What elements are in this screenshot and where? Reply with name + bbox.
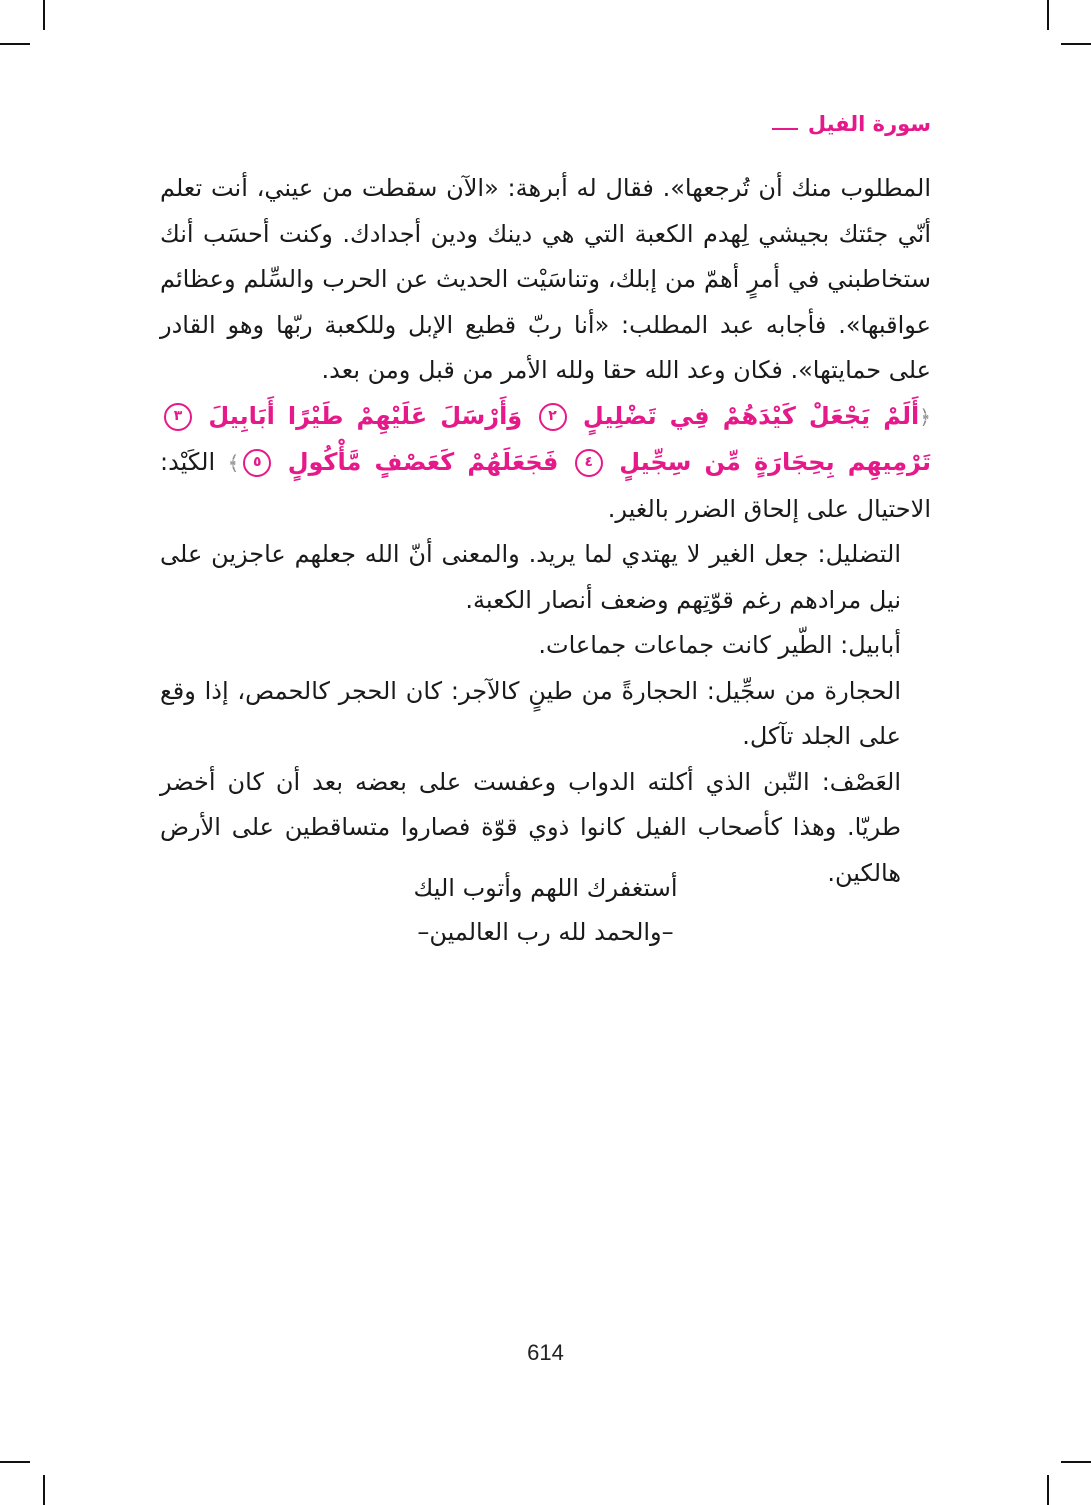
- crop-mark-top-left-horizontal: [0, 43, 30, 45]
- quran-verse: تَرْمِيهِم بِحِجَارَةٍ مِّن سِجِّيلٍ: [619, 448, 931, 476]
- page-body: [160, 166, 931, 896]
- ayah-number-marker: ٥: [243, 449, 271, 477]
- ayah-number-marker: ٢: [539, 403, 567, 431]
- crop-mark-top-right-vertical: [1047, 0, 1049, 30]
- closing-line-2: –والحمد لله رب العالمين–: [417, 918, 674, 946]
- crop-mark-bottom-right-horizontal: [1061, 1461, 1091, 1463]
- quran-block: [160, 394, 931, 533]
- crop-mark-bottom-left-horizontal: [0, 1461, 30, 1463]
- definition-sijjeel: الحجارة من سجِّيل: الحجارةً من طينٍ كالآجر: كان الحجر كالحمص، إذا وقع على الجلد تآكل.: [160, 676, 901, 750]
- definition-tadleel: التضليل: جعل الغير لا يهتدي لما يريد. والمعنى أنّ الله جعلهم عاجزين على نيل مرادهم رغم قوّتِهم وضعف أنصار الكعبة.: [160, 540, 901, 614]
- closing-line-1: أستغفرك اللهم وأتوب اليك: [413, 874, 678, 902]
- quran-verse: وَأَرْسَلَ عَلَيْهِمْ طَيْرًا أَبَابِيلَ: [208, 401, 523, 430]
- crop-mark-bottom-right-vertical: [1047, 1475, 1049, 1505]
- crop-mark-top-left-vertical: [43, 0, 45, 30]
- running-header: [772, 112, 931, 136]
- crop-mark-top-right-horizontal: [1061, 43, 1091, 45]
- ornate-bracket-open: ﴿: [919, 404, 931, 429]
- definition-ababeel: أبابيل: الطّير كانت جماعات جماعات.: [538, 631, 901, 659]
- header-rule: [772, 128, 798, 130]
- quran-verse: أَلَمْ يَجْعَلْ كَيْدَهُمْ فِي تَضْلِيلٍ: [582, 401, 920, 430]
- surah-title: سورة الفيل: [807, 112, 931, 136]
- definition-asf: العَصْف: التّبن الذي أكلته الدواب وعفست على بعضه بعد أن كان أخضر طريّا. وهذا كأصحاب الفيل كانوا ذوي قوّة فصاروا متساقطين على الأرض هالكين.: [160, 767, 901, 887]
- crop-mark-bottom-left-vertical: [43, 1475, 45, 1505]
- ayah-number-marker: ٣: [164, 403, 192, 431]
- ornate-bracket-close: ﴾: [227, 451, 240, 475]
- quran-verse: فَجَعَلَهُمْ كَعَصْفٍ مَّأْكُولٍ: [287, 448, 559, 476]
- page-number: 614: [527, 1340, 564, 1365]
- closing-prayer: [0, 866, 1091, 954]
- ayah-number-marker: ٤: [575, 449, 603, 477]
- definition-kayd: الكَيْد: الاحتيال على إلحاق الضرر بالغير.: [160, 448, 931, 523]
- narrative-paragraph: المطلوب منك أن تُرجعها». فقال له أبرهة: «الآن سقطت من عيني، أنت تعلم أنّي جئتك بجيشي لِهدم الكعبة التي هي دينك ودين أجدادك. وكنت أحسَب أنك ستخاطبني في أمرٍ أهمّ من إبلك، وتناسَيْت الحديث عن الحرب والسِّلم وعظائم عواقبها». فأجابه عبد المطلب: «أنا ربّ قطيع الإبل وللكعبة ربّها وهو القادر على حمايتها». فكان وعد الله حقا ولله الأمر من قبل ومن بعد.: [160, 174, 931, 384]
